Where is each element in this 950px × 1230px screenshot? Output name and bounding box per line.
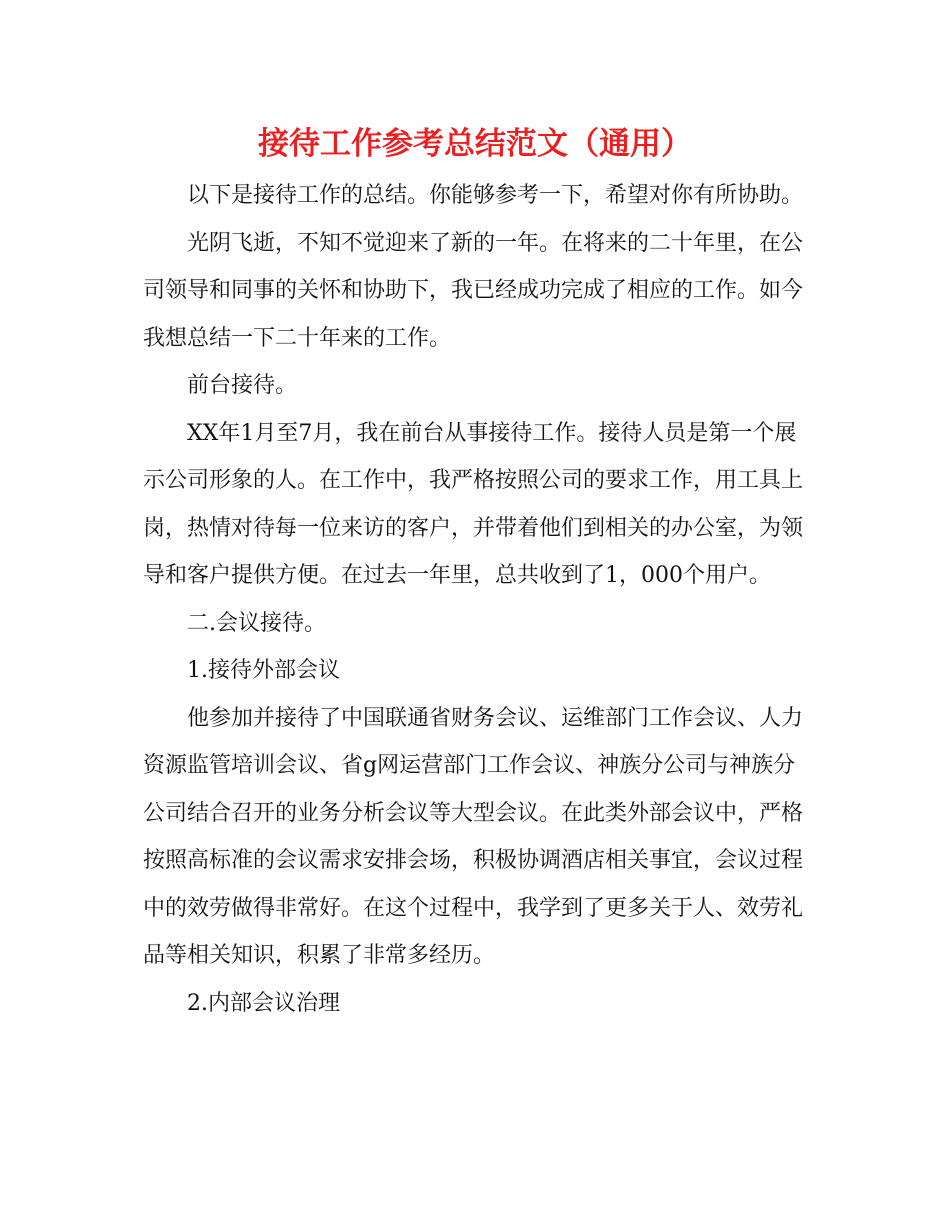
document-body (143, 172, 813, 1027)
subheading-external-meetings: 1.接待外部会议 (187, 658, 340, 683)
subheading-internal-meetings: 2.内部会议治理 (187, 990, 340, 1016)
document-title: 接待工作参考总结范文（通用） (258, 126, 692, 162)
paragraph-external-meetings: 他参加并接待了中国联通省财务会议、运维部门工作会议、人力资源监管培训会议、省g网运营部门工作会议、神族分公司与神族分公司结合召开的业务分析会议等大型会议。在此类外部会议中，严格按照高标准的会议需求安排会场，积极协调酒店相关事宜，会议过程中的效劳做得非常好。在这个过程中，我学到了更多关于人、效劳礼品等相关知识，积累了非常多经历。 (143, 705, 804, 968)
paragraph-intro: 以下是接待工作的总结。你能够参考一下，希望对你有所协助。 (187, 183, 804, 208)
paragraph-front-desk: XX年1月至7月，我在前台从事接待工作。接待人员是第一个展示公司形象的人。在工作中，我严格按照公司的要求工作，用工具上岗，热情对待每一位来访的客户，并带着他们到相关的办公室，为领导和客户提供方便。在过去一年里，总共收到了1，000个用户。 (143, 420, 804, 588)
section-heading-meetings: 二.会议接待。 (187, 610, 326, 636)
paragraph-opening: 光阴飞逝，不知不觉迎来了新的一年。在将来的二十年里，在公司领导和同事的关怀和协助下，我已经成功完成了相应的工作。如今我想总结一下二十年来的工作。 (143, 230, 804, 351)
section-heading-front-desk: 前台接待。 (187, 373, 298, 398)
